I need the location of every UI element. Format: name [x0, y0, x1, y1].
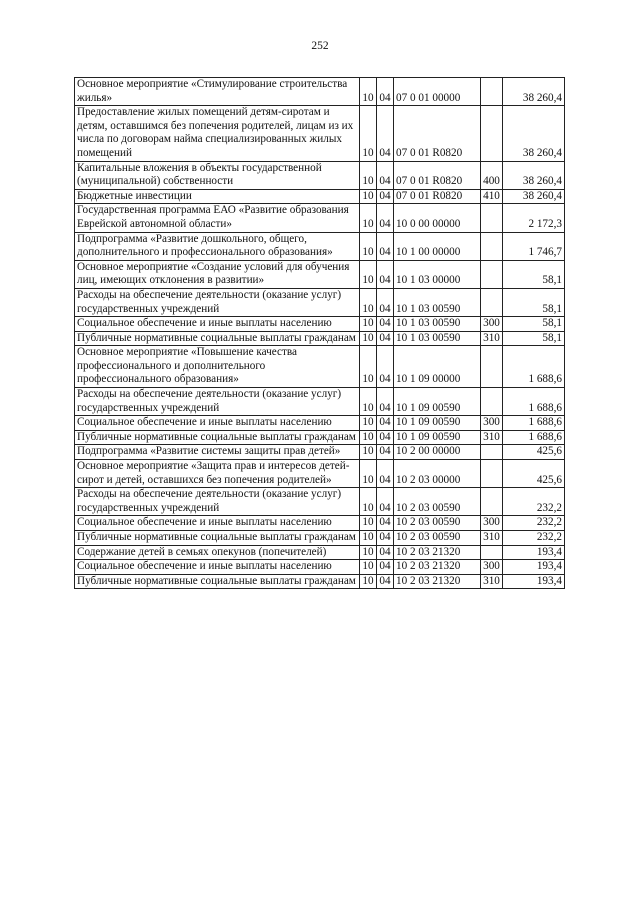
amount: 193,4	[503, 545, 565, 560]
expense-name: Социальное обеспечение и иные выплаты населению	[75, 317, 360, 332]
expense-type-code	[481, 346, 503, 388]
target-article-code: 10 2 00 00000	[394, 445, 481, 460]
table-row	[75, 445, 565, 460]
page-number: 252	[311, 40, 329, 52]
target-article-code: 10 2 03 00590	[394, 531, 481, 546]
table-row	[75, 317, 565, 332]
amount: 193,4	[503, 574, 565, 589]
subsection-code: 04	[377, 388, 394, 416]
budget-table-body	[75, 78, 565, 589]
subsection-code: 04	[377, 331, 394, 346]
expense-type-code	[481, 460, 503, 488]
table-row	[75, 260, 565, 288]
expense-name: Бюджетные инвестиции	[75, 189, 360, 204]
expense-type-code: 300	[481, 516, 503, 531]
subsection-code: 04	[377, 445, 394, 460]
target-article-code: 07 0 01 R0820	[394, 189, 481, 204]
section-code: 10	[360, 388, 377, 416]
target-article-code: 10 1 03 00590	[394, 317, 481, 332]
expense-type-code: 310	[481, 574, 503, 589]
table-row	[75, 232, 565, 260]
target-article-code: 10 1 03 00590	[394, 288, 481, 316]
target-article-code: 10 1 09 00590	[394, 416, 481, 431]
section-code: 10	[360, 232, 377, 260]
expense-name: Социальное обеспечение и иные выплаты населению	[75, 560, 360, 575]
expense-type-code	[481, 78, 503, 106]
section-code: 10	[360, 204, 377, 232]
amount: 38 260,4	[503, 161, 565, 189]
section-code: 10	[360, 78, 377, 106]
expense-name: Предоставление жилых помещений детям-сиротам и детям, оставшимся без попечения родителей, лицам из их числа по договорам найма специализированных жилых помещений	[75, 106, 360, 161]
expense-name: Государственная программа ЕАО «Развитие образования Еврейской автономной области»	[75, 204, 360, 232]
section-code: 10	[360, 574, 377, 589]
expense-type-code: 310	[481, 430, 503, 445]
section-code: 10	[360, 288, 377, 316]
target-article-code: 10 2 03 00590	[394, 516, 481, 531]
expense-name: Основное мероприятие «Защита прав и интересов детей-сирот и детей, оставшихся без попечения родителей»	[75, 460, 360, 488]
target-article-code: 07 0 01 00000	[394, 78, 481, 106]
subsection-code: 04	[377, 545, 394, 560]
table-row	[75, 189, 565, 204]
expense-type-code	[481, 388, 503, 416]
section-code: 10	[360, 317, 377, 332]
amount: 2 172,3	[503, 204, 565, 232]
section-code: 10	[360, 531, 377, 546]
table-row	[75, 78, 565, 106]
section-code: 10	[360, 346, 377, 388]
section-code: 10	[360, 430, 377, 445]
table-row	[75, 516, 565, 531]
subsection-code: 04	[377, 460, 394, 488]
target-article-code: 10 0 00 00000	[394, 204, 481, 232]
table-row	[75, 388, 565, 416]
amount: 38 260,4	[503, 78, 565, 106]
subsection-code: 04	[377, 78, 394, 106]
section-code: 10	[360, 445, 377, 460]
section-code: 10	[360, 106, 377, 161]
target-article-code: 10 1 09 00000	[394, 346, 481, 388]
subsection-code: 04	[377, 161, 394, 189]
expense-type-code	[481, 204, 503, 232]
expense-name: Расходы на обеспечение деятельности (оказание услуг) государственных учреждений	[75, 488, 360, 516]
expense-type-code	[481, 232, 503, 260]
section-code: 10	[360, 488, 377, 516]
expense-name: Социальное обеспечение и иные выплаты населению	[75, 416, 360, 431]
amount: 425,6	[503, 460, 565, 488]
expense-type-code	[481, 488, 503, 516]
table-row	[75, 288, 565, 316]
amount: 1 688,6	[503, 388, 565, 416]
section-code: 10	[360, 161, 377, 189]
expense-name: Расходы на обеспечение деятельности (оказание услуг) государственных учреждений	[75, 388, 360, 416]
subsection-code: 04	[377, 260, 394, 288]
subsection-code: 04	[377, 288, 394, 316]
target-article-code: 10 2 03 21320	[394, 545, 481, 560]
amount: 193,4	[503, 560, 565, 575]
expense-type-code	[481, 545, 503, 560]
amount: 232,2	[503, 531, 565, 546]
target-article-code: 10 2 03 21320	[394, 560, 481, 575]
amount: 38 260,4	[503, 106, 565, 161]
amount: 232,2	[503, 488, 565, 516]
expense-type-code	[481, 288, 503, 316]
target-article-code: 07 0 01 R0820	[394, 106, 481, 161]
subsection-code: 04	[377, 204, 394, 232]
expense-name: Публичные нормативные социальные выплаты гражданам	[75, 531, 360, 546]
amount: 232,2	[503, 516, 565, 531]
expense-name: Подпрограмма «Развитие дошкольного, общего, дополнительного и профессионального образования»	[75, 232, 360, 260]
expense-type-code: 310	[481, 331, 503, 346]
target-article-code: 10 1 03 00590	[394, 331, 481, 346]
table-row	[75, 574, 565, 589]
subsection-code: 04	[377, 560, 394, 575]
subsection-code: 04	[377, 317, 394, 332]
expense-name: Расходы на обеспечение деятельности (оказание услуг) государственных учреждений	[75, 288, 360, 316]
expense-type-code: 300	[481, 317, 503, 332]
expense-type-code: 410	[481, 189, 503, 204]
expense-name: Основное мероприятие «Повышение качества профессионального и дополнительного профессионального образования»	[75, 346, 360, 388]
expense-name: Публичные нормативные социальные выплаты гражданам	[75, 574, 360, 589]
expense-name: Капитальные вложения в объекты государственной (муниципальной) собственности	[75, 161, 360, 189]
section-code: 10	[360, 416, 377, 431]
amount: 425,6	[503, 445, 565, 460]
table-row	[75, 416, 565, 431]
section-code: 10	[360, 331, 377, 346]
amount: 58,1	[503, 288, 565, 316]
subsection-code: 04	[377, 416, 394, 431]
table-row	[75, 545, 565, 560]
amount: 58,1	[503, 317, 565, 332]
table-row	[75, 531, 565, 546]
subsection-code: 04	[377, 346, 394, 388]
table-row	[75, 204, 565, 232]
expense-type-code: 400	[481, 161, 503, 189]
section-code: 10	[360, 460, 377, 488]
table-row	[75, 331, 565, 346]
amount: 58,1	[503, 260, 565, 288]
expense-type-code: 310	[481, 531, 503, 546]
table-row	[75, 560, 565, 575]
target-article-code: 10 1 00 00000	[394, 232, 481, 260]
subsection-code: 04	[377, 574, 394, 589]
amount: 1 746,7	[503, 232, 565, 260]
subsection-code: 04	[377, 189, 394, 204]
target-article-code: 10 1 09 00590	[394, 430, 481, 445]
expense-name: Содержание детей в семьях опекунов (попечителей)	[75, 545, 360, 560]
amount: 1 688,6	[503, 416, 565, 431]
expense-type-code: 300	[481, 560, 503, 575]
section-code: 10	[360, 560, 377, 575]
amount: 1 688,6	[503, 430, 565, 445]
expense-name: Социальное обеспечение и иные выплаты населению	[75, 516, 360, 531]
section-code: 10	[360, 545, 377, 560]
target-article-code: 10 1 09 00590	[394, 388, 481, 416]
amount: 38 260,4	[503, 189, 565, 204]
expense-type-code: 300	[481, 416, 503, 431]
table-row	[75, 460, 565, 488]
table-row	[75, 346, 565, 388]
section-code: 10	[360, 516, 377, 531]
expense-name: Подпрограмма «Развитие системы защиты прав детей»	[75, 445, 360, 460]
expense-name: Публичные нормативные социальные выплаты гражданам	[75, 331, 360, 346]
table-row	[75, 488, 565, 516]
expense-name: Основное мероприятие «Создание условий для обучения лиц, имеющих отклонения в развитии»	[75, 260, 360, 288]
expense-type-code	[481, 445, 503, 460]
target-article-code: 10 2 03 21320	[394, 574, 481, 589]
table-row	[75, 161, 565, 189]
budget-table	[74, 77, 565, 589]
section-code: 10	[360, 260, 377, 288]
table-row	[75, 430, 565, 445]
subsection-code: 04	[377, 232, 394, 260]
table-row	[75, 106, 565, 161]
subsection-code: 04	[377, 488, 394, 516]
amount: 58,1	[503, 331, 565, 346]
expense-name: Основное мероприятие «Стимулирование строительства жилья»	[75, 78, 360, 106]
subsection-code: 04	[377, 531, 394, 546]
target-article-code: 10 2 03 00000	[394, 460, 481, 488]
target-article-code: 10 1 03 00000	[394, 260, 481, 288]
expense-name: Публичные нормативные социальные выплаты гражданам	[75, 430, 360, 445]
expense-type-code	[481, 260, 503, 288]
subsection-code: 04	[377, 516, 394, 531]
subsection-code: 04	[377, 430, 394, 445]
subsection-code: 04	[377, 106, 394, 161]
target-article-code: 07 0 01 R0820	[394, 161, 481, 189]
expense-type-code	[481, 106, 503, 161]
section-code: 10	[360, 189, 377, 204]
amount: 1 688,6	[503, 346, 565, 388]
target-article-code: 10 2 03 00590	[394, 488, 481, 516]
